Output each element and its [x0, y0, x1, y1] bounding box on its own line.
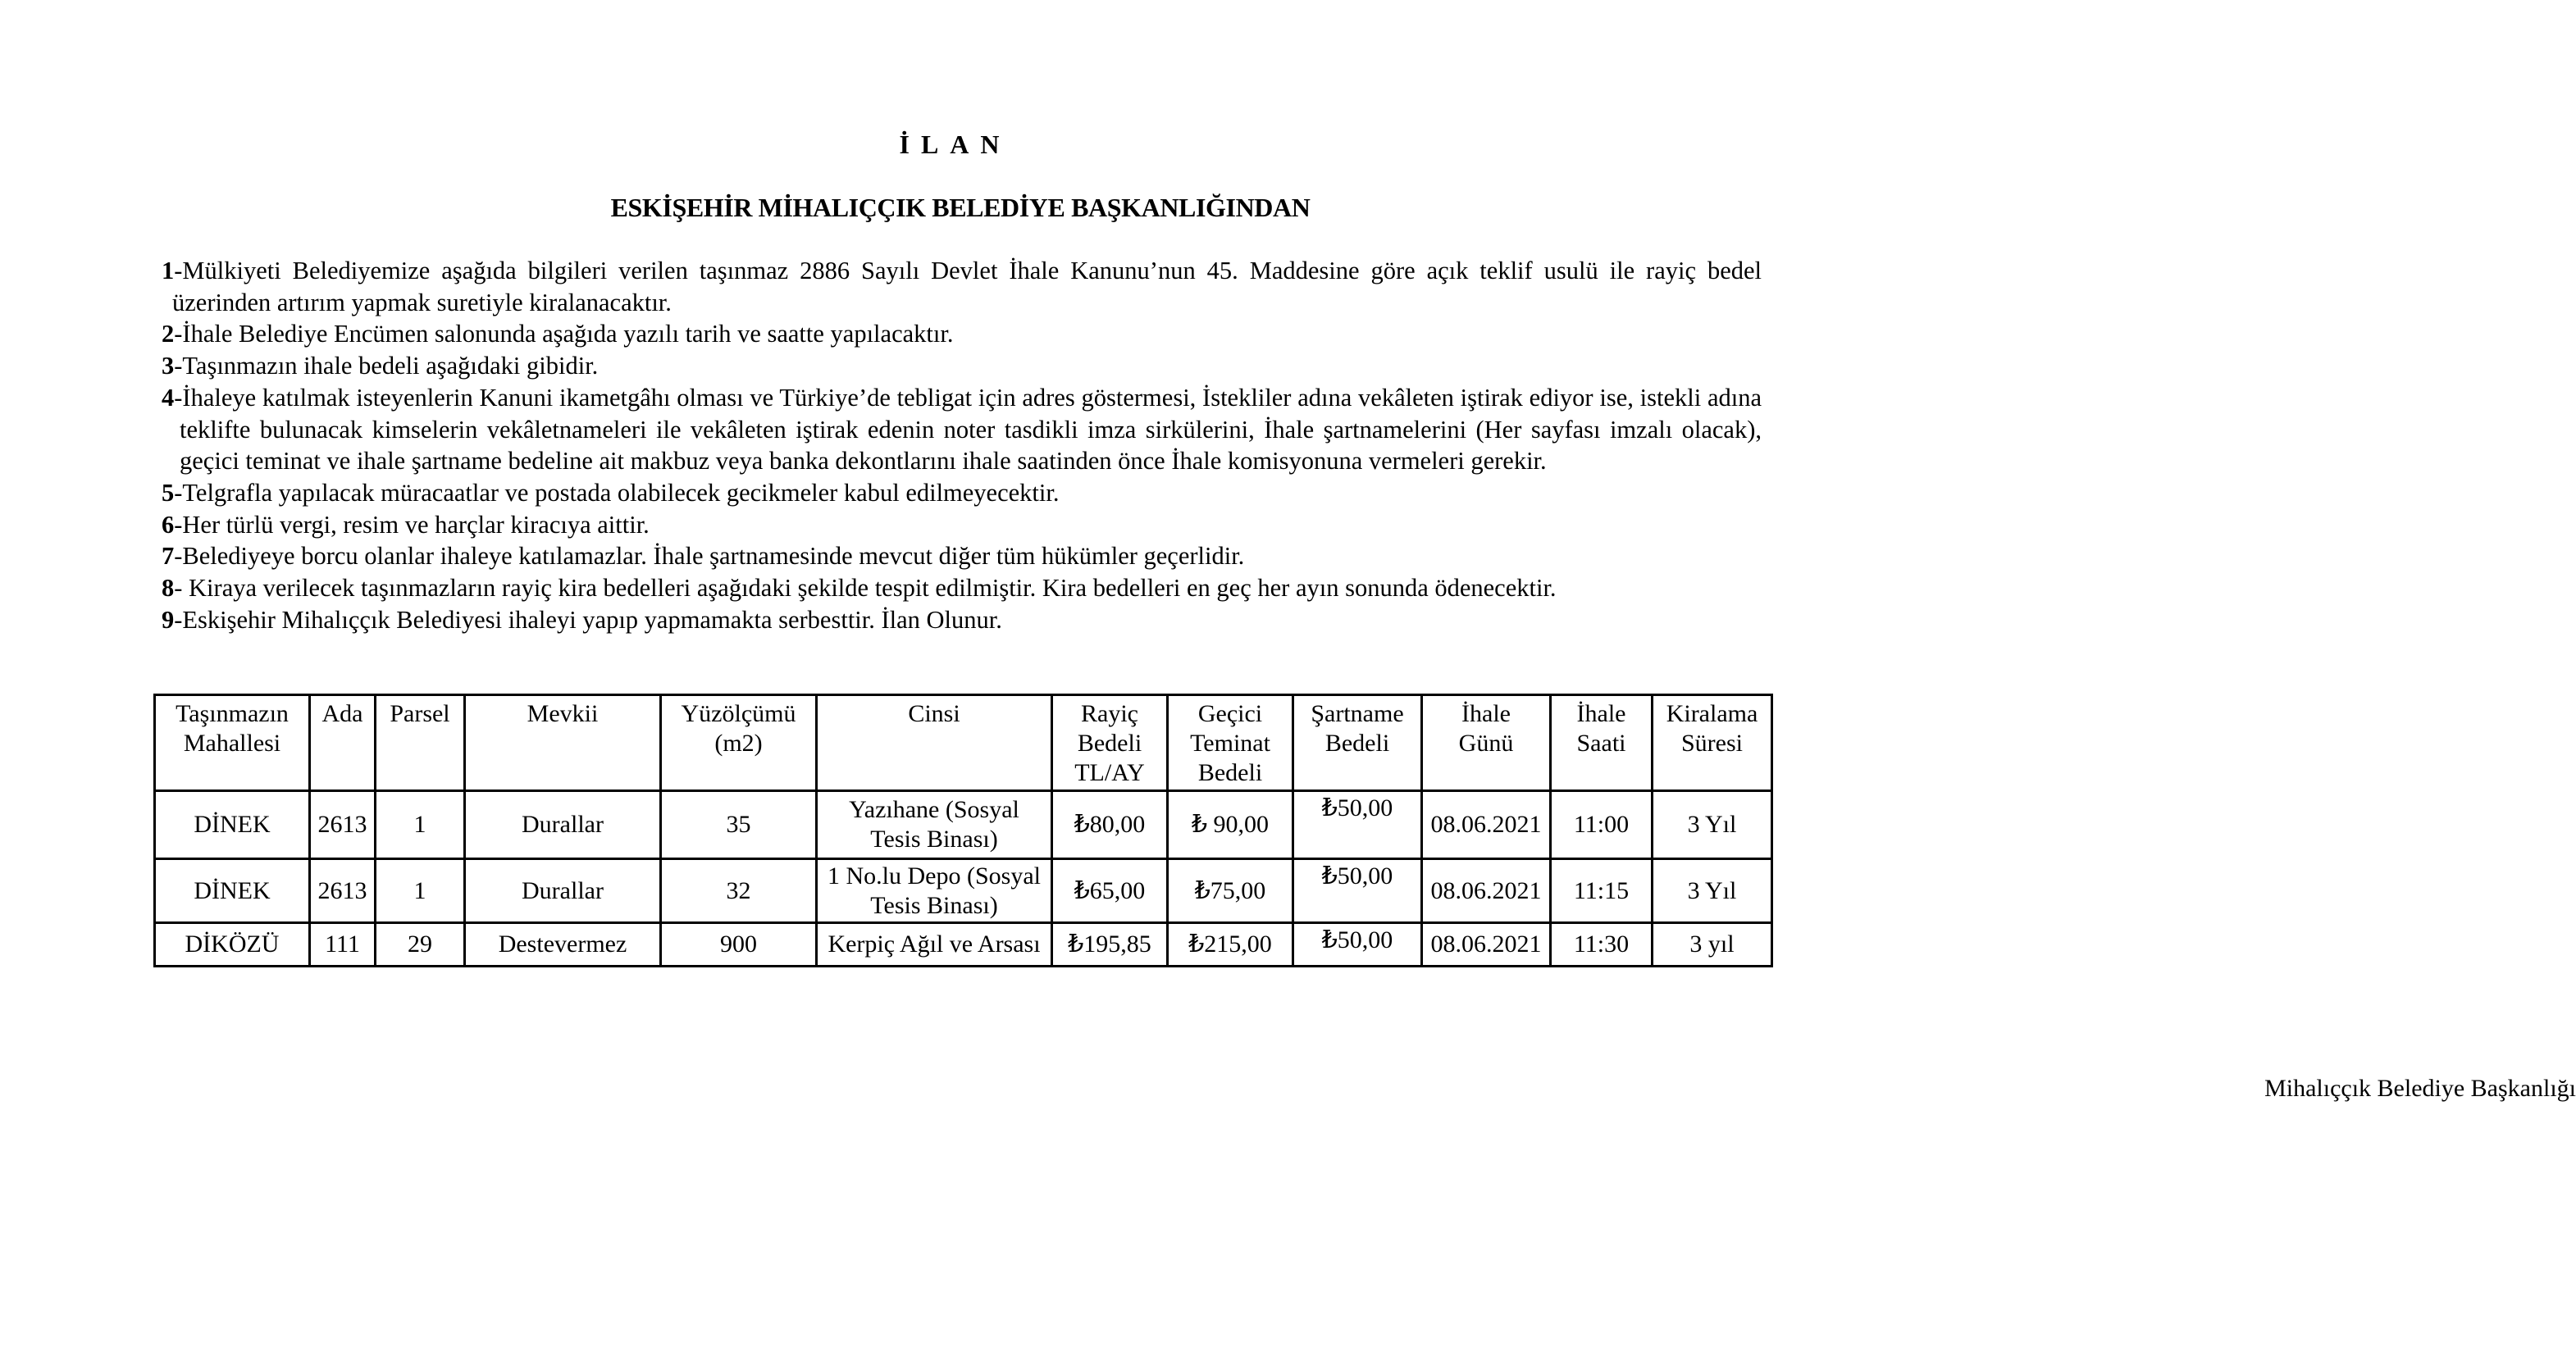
header-ihale-gunu: İhale Günü: [1422, 695, 1551, 791]
item-number: 3: [162, 352, 175, 380]
cell-cinsi: 1 No.lu Depo (Sosyal Tesis Binası): [817, 859, 1052, 923]
cell-mevkii: Durallar: [465, 791, 661, 859]
document-subtitle: ESKİŞEHİR MİHALIÇÇIK BELEDİYE BAŞKANLIĞINDAN: [610, 193, 1311, 222]
cell-ihale-saati: 11:30: [1551, 923, 1653, 967]
cell-ihale-saati: 11:15: [1551, 859, 1653, 923]
cell-rayic-bedeli: ₺65,00: [1052, 859, 1168, 923]
cell-ada: 111: [310, 923, 376, 967]
cell-cinsi: Yazıhane (Sosyal Tesis Binası): [817, 791, 1052, 859]
header-parsel: Parsel: [376, 695, 465, 791]
item-text: -Taşınmazın ihale bedeli aşağıdaki gibidir.: [174, 352, 599, 380]
cell-ada: 2613: [310, 791, 376, 859]
cell-ihale-gunu: 08.06.2021: [1422, 859, 1551, 923]
cell-gecici-teminat: ₺ 90,00: [1168, 791, 1293, 859]
item-number: 2: [162, 320, 175, 348]
item-3: [162, 350, 1762, 382]
item-2: [162, 318, 1762, 350]
item-number: 8: [162, 574, 175, 603]
header-mevkii: Mevkii: [465, 695, 661, 791]
cell-mevkii: Destevermez: [465, 923, 661, 967]
table-row: [155, 923, 1772, 967]
header-yuzolcumu: Yüzölçümü (m2): [661, 695, 817, 791]
item-7: [162, 540, 1762, 572]
item-text: -Telgrafla yapılacak müracaatlar ve postada olabilecek gecikmeler kabul edilmeyecektir.: [174, 478, 1060, 507]
cell-mevkii: Durallar: [465, 859, 661, 923]
item-text: -Her türlü vergi, resim ve harçlar kiracıya aittir.: [174, 510, 650, 539]
cell-kiralama-suresi: 3 Yıl: [1653, 791, 1772, 859]
item-number: 9: [162, 605, 175, 634]
item-text: -Mülkiyeti Belediyemize aşağıda bilgileri verilen taşınmaz 2886 Sayılı Devlet İhale Kanunu’nun 45. Maddesine göre açık teklif usulü ile rayiç bedel üzerinden artırım yapmak suretiyle kiralanacaktır.: [172, 257, 1762, 316]
header-ihale-saati: İhale Saati: [1551, 695, 1653, 791]
item-text: -İhaleye katılmak isteyenlerin Kanuni ikametgâhı olması ve Türkiye’de tebligat için adres göstermesi, İstekliler adına vekâleten iştirak ediyor ise, istekli adına teklifte bulunacak kimselerin vekâletnameleri ile vekâleten iştirak edenin noter tasdikli imza sirkülerini, İhale şartnamelerini (Her sayfası imzalı olacak), geçici teminat ve ihale şartname bedeline ait makbuz veya banka dekontlarını ihale saatinden önce İhale komisyonuna vermeleri gerekir.: [174, 383, 1762, 476]
item-text: -İhale Belediye Encümen salonunda aşağıda yazılı tarih ve saatte yapılacaktır.: [174, 320, 954, 348]
item-number: 7: [162, 542, 175, 571]
header-cinsi: Cinsi: [817, 695, 1052, 791]
header-mahalle: Taşınmazın Mahallesi: [155, 695, 310, 791]
header-gecici-teminat: Geçici Teminat Bedeli: [1168, 695, 1293, 791]
signature-text: Mihalıççık Belediye Başkanlığı: [2264, 1075, 2576, 1102]
header-rayic-bedeli: Rayiç Bedeli TL/AY: [1052, 695, 1168, 791]
cell-sartname-bedeli: ₺50,00: [1293, 791, 1422, 859]
header-sartname-bedeli: Şartname Bedeli: [1293, 695, 1422, 791]
document-title: [0, 128, 1918, 161]
cell-parsel: 1: [376, 859, 465, 923]
cell-mahalle: DİKÖZÜ: [155, 923, 310, 967]
item-9: [162, 604, 1762, 636]
cell-kiralama-suresi: 3 yıl: [1653, 923, 1772, 967]
cell-ihale-saati: 11:00: [1551, 791, 1653, 859]
cell-gecici-teminat: ₺75,00: [1168, 859, 1293, 923]
item-4: [162, 382, 1762, 477]
header-ada: Ada: [310, 695, 376, 791]
cell-rayic-bedeli: ₺195,85: [1052, 923, 1168, 967]
cell-gecici-teminat: ₺215,00: [1168, 923, 1293, 967]
item-6: [162, 509, 1762, 541]
cell-yuzolcumu: 35: [661, 791, 817, 859]
item-8: [162, 572, 1762, 604]
cell-parsel: 1: [376, 791, 465, 859]
item-1: [162, 255, 1762, 318]
item-text: -Eskişehir Mihalıççık Belediyesi ihaleyi yapıp yapmamakta serbesttir. İlan Olunur.: [174, 605, 1002, 634]
cell-rayic-bedeli: ₺80,00: [1052, 791, 1168, 859]
cell-parsel: 29: [376, 923, 465, 967]
cell-sartname-bedeli: ₺50,00: [1293, 859, 1422, 923]
announcement-items: [162, 255, 1762, 635]
cell-sartname-bedeli: ₺50,00: [1293, 923, 1422, 967]
cell-kiralama-suresi: 3 Yıl: [1653, 859, 1772, 923]
property-table: [153, 694, 1773, 967]
cell-cinsi: Kerpiç Ağıl ve Arsası: [817, 923, 1052, 967]
cell-mahalle: DİNEK: [155, 791, 310, 859]
table-row: [155, 859, 1772, 923]
cell-yuzolcumu: 32: [661, 859, 817, 923]
item-number: 6: [162, 510, 175, 539]
cell-yuzolcumu: 900: [661, 923, 817, 967]
item-number: 1: [162, 257, 175, 284]
cell-ihale-gunu: 08.06.2021: [1422, 791, 1551, 859]
table-row: [155, 791, 1772, 859]
title-text: İLAN: [899, 130, 1011, 159]
item-number: 5: [162, 478, 175, 507]
item-text: -Belediyeye borcu olanlar ihaleye katılamazlar. İhale şartnamesinde mevcut diğer tüm hükümler geçerlidir.: [174, 542, 1245, 571]
cell-ihale-gunu: 08.06.2021: [1422, 923, 1551, 967]
header-kiralama-suresi: Kiralama Süresi: [1653, 695, 1772, 791]
table-header-row: [155, 695, 1772, 791]
item-number: 4: [162, 383, 175, 412]
cell-mahalle: DİNEK: [155, 859, 310, 923]
cell-ada: 2613: [310, 859, 376, 923]
item-text: - Kiraya verilecek taşınmazların rayiç kira bedelleri aşağıdaki şekilde tespit edilmiştir. Kira bedelleri en geç her ayın sonunda ödenecektir.: [174, 574, 1557, 603]
item-5: [162, 477, 1762, 509]
